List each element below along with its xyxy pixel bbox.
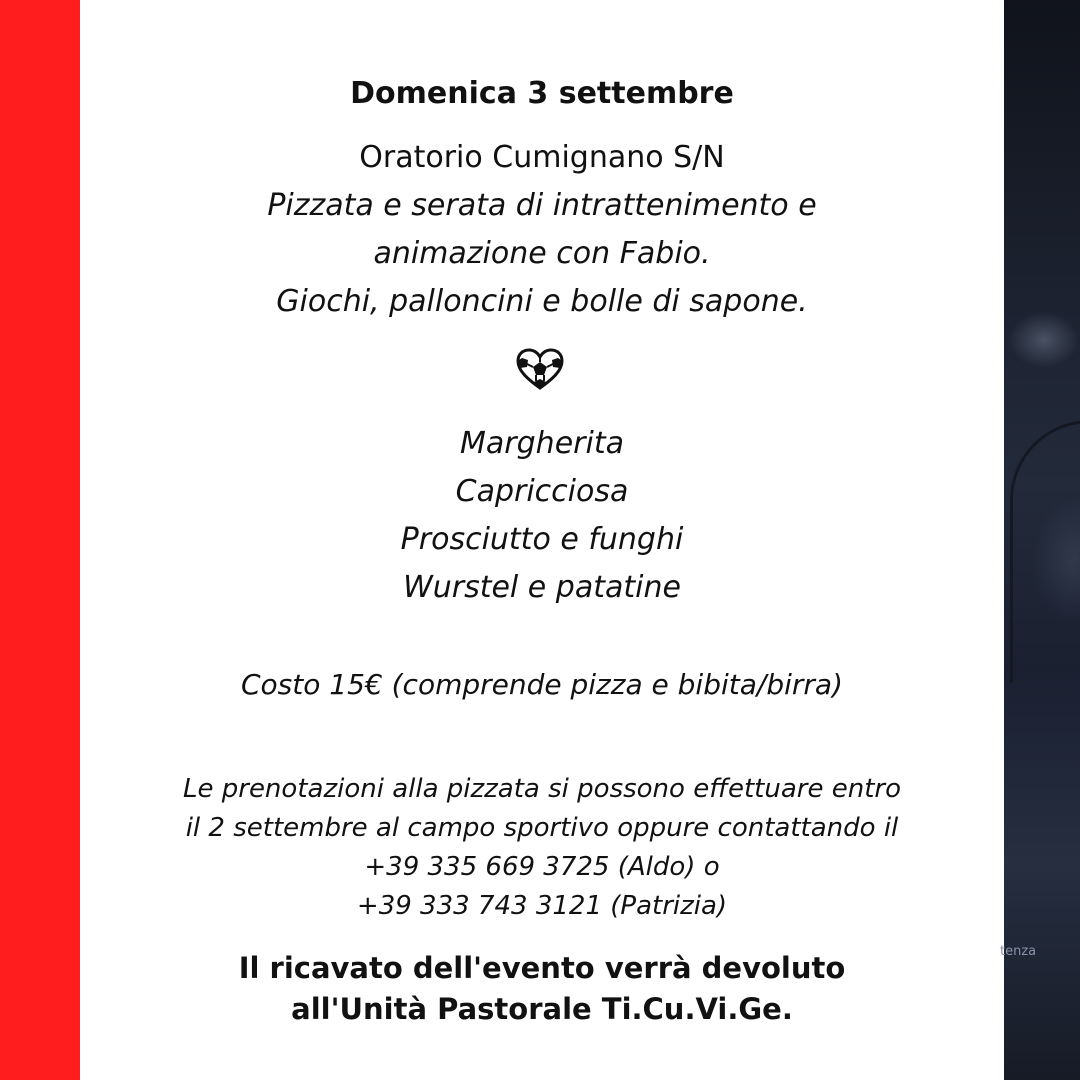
booking-line: Le prenotazioni alla pizzata si possono effettuare entro (183, 774, 901, 804)
description-line: animazione con Fabio. (373, 236, 711, 271)
photo-shape (1010, 420, 1080, 683)
booking-line: il 2 settembre al campo sportivo oppure contattando il (185, 813, 899, 843)
menu-item: Capricciosa (455, 474, 629, 509)
left-red-stripe (0, 0, 80, 1080)
menu-item: Prosciutto e funghi (400, 522, 684, 557)
event-cost: Costo 15€ (comprende pizza e bibita/birra) (241, 668, 843, 701)
soccer-ball-heart-icon (516, 348, 564, 392)
event-content (80, 0, 1004, 1080)
booking-phone-aldo: +39 335 669 3725 (Aldo) o (364, 852, 720, 882)
menu-item: Wurstel e patatine (403, 570, 681, 605)
description-line: Giochi, palloncini e bolle di sapone. (276, 284, 808, 319)
footer-line: all'Unità Pastorale Ti.Cu.Vi.Ge. (291, 992, 793, 1026)
right-photo-strip (1000, 0, 1080, 1080)
booking-phone-patrizia: +39 333 743 3121 (Patrizia) (356, 891, 728, 921)
photo-credit-text: tenza (1000, 944, 1037, 959)
description-line: Pizzata e serata di intrattenimento e (267, 188, 817, 223)
menu-item: Margherita (460, 426, 624, 461)
event-venue: Oratorio Cumignano S/N (359, 140, 725, 175)
event-date: Domenica 3 settembre (350, 76, 734, 111)
footer-line: Il ricavato dell'evento verrà devoluto (238, 951, 846, 985)
